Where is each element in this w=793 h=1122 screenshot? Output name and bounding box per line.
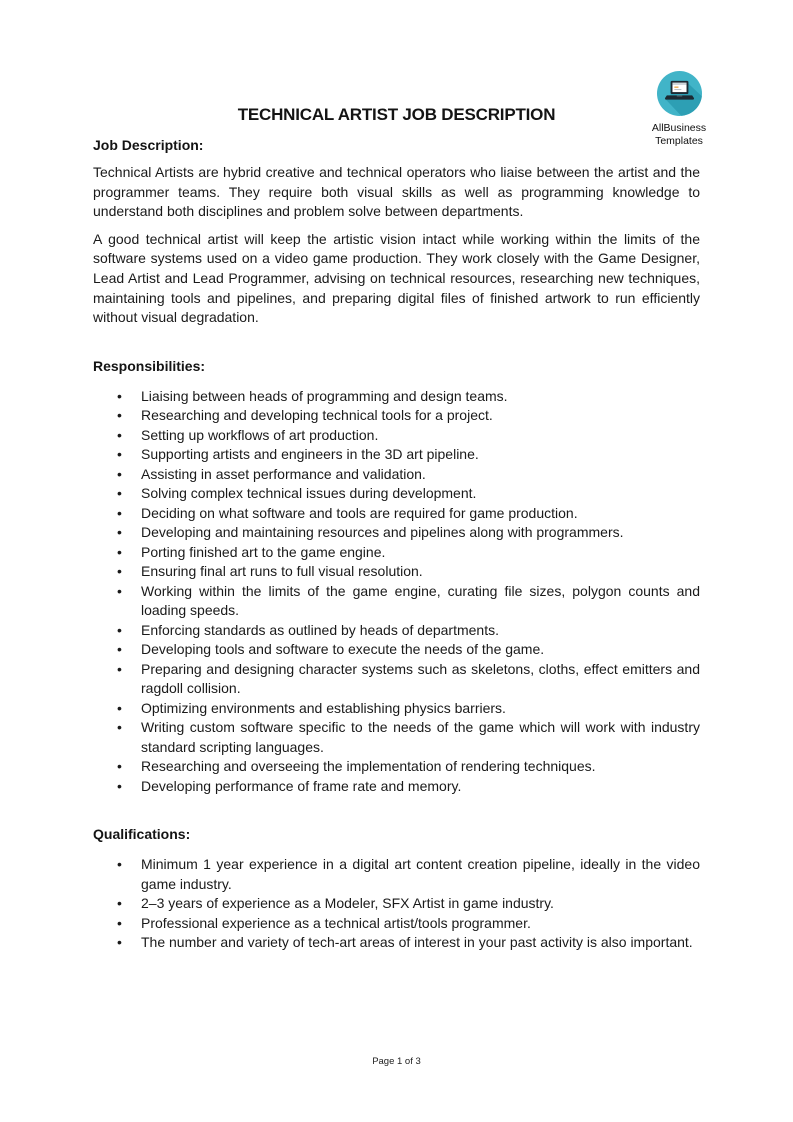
responsibility-item: • Enforcing standards as outlined by heads of departments.: [141, 621, 700, 641]
qualification-item: • The number and variety of tech-art areas of interest in your past activity is also important.: [141, 933, 700, 953]
responsibility-item: • Optimizing environments and establishing physics barriers.: [141, 699, 700, 719]
qualification-item: • Professional experience as a technical artist/tools programmer.: [141, 914, 700, 934]
logo-text-line1: AllBusiness: [651, 122, 707, 134]
job-description-heading: Job Description:: [93, 137, 204, 153]
responsibility-item: • Researching and developing technical tools for a project.: [141, 406, 700, 426]
responsibility-item: • Developing and maintaining resources and pipelines along with programmers.: [141, 523, 700, 543]
responsibilities-heading: Responsibilities:: [93, 357, 206, 374]
page-number: Page 1 of 3: [372, 1056, 421, 1067]
responsibility-item: • Working within the limits of the game engine, curating file sizes, polygon counts and loading speeds.: [141, 582, 700, 621]
responsibility-item: • Developing tools and software to execute the needs of the game.: [141, 640, 700, 660]
responsibility-item: • Preparing and designing character systems such as skeletons, cloths, effect emitters and ragdoll collision.: [141, 660, 700, 699]
laptop-logo-icon: [657, 71, 702, 116]
logo-text: [633, 122, 725, 147]
responsibility-item: • Setting up workflows of art production.: [141, 426, 700, 446]
responsibility-item: • Liaising between heads of programming and design teams.: [141, 387, 700, 407]
allbusiness-logo: [633, 71, 725, 147]
qualifications-heading: Qualifications:: [93, 826, 191, 843]
logo-text-line2: Templates: [655, 134, 703, 147]
job-description-paragraph-2: A good technical artist will keep the artistic vision intact while working within the limits of the software systems used on a video game production. They work closely with the Game Designer, Lead Artist and Lead Programmer, advising on technical resources, researching new techniques, maintaining tools and pipelines, and preparing digital files of finished artwork to run efficiently without visual degradation.: [93, 230, 700, 326]
responsibility-item: • Developing performance of frame rate and memory.: [141, 777, 700, 797]
qualification-item: • 2–3 years of experience as a Modeler, SFX Artist in game industry.: [141, 894, 700, 914]
responsibility-item: • Writing custom software specific to the needs of the game which will work with industry standard scripting languages.: [141, 718, 700, 757]
responsibility-item: • Ensuring final art runs to full visual resolution.: [141, 562, 700, 582]
page-title: TECHNICAL ARTIST JOB DESCRIPTION: [237, 105, 556, 124]
qualification-item: • Minimum 1 year experience in a digital art content creation pipeline, ideally in the video game industry.: [141, 855, 700, 894]
responsibility-item: • Researching and overseeing the implementation of rendering techniques.: [141, 757, 700, 777]
responsibility-item: • Porting finished art to the game engine.: [141, 543, 700, 563]
responsibility-item: • Solving complex technical issues during development.: [141, 484, 700, 504]
qualifications-list: [93, 855, 700, 953]
responsibility-item: • Assisting in asset performance and validation.: [141, 465, 700, 485]
responsibility-item: • Supporting artists and engineers in the 3D art pipeline.: [141, 445, 700, 465]
responsibilities-list: [93, 387, 700, 797]
responsibility-item: • Deciding on what software and tools are required for game production.: [141, 504, 700, 524]
job-description-paragraph-1: Technical Artists are hybrid creative and technical operators who liaise between the artist and the programmer teams. They require both visual skills as well as programming knowledge to understand both disciplines and problem solve between departments.: [93, 164, 700, 220]
